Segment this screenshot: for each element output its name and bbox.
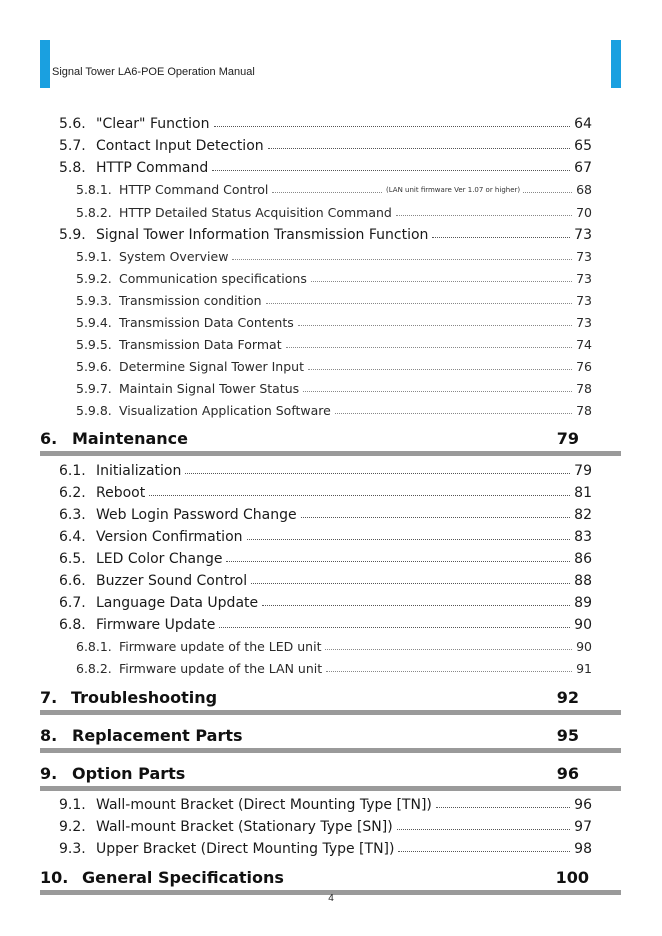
entry-number: 5.9.7.	[76, 381, 112, 396]
dot-leader	[268, 148, 571, 149]
toc-entry-5-9-2[interactable]	[76, 271, 592, 286]
toc-chapter-7[interactable]	[40, 688, 621, 714]
entry-number: 6.1.	[59, 463, 86, 479]
dot-leader	[262, 605, 570, 606]
toc-entry-5-7[interactable]	[59, 138, 592, 154]
entry-title: Transmission condition	[119, 293, 262, 308]
toc-entry-6-4[interactable]	[59, 529, 592, 545]
chapter-divider	[40, 451, 621, 456]
entry-number: 9.1.	[59, 797, 86, 813]
dot-leader	[335, 413, 572, 414]
dot-leader	[308, 369, 572, 370]
chapter-divider	[40, 710, 621, 715]
chapter-page: 79	[556, 429, 579, 448]
dot-leader	[212, 170, 570, 171]
entry-number: 6.7.	[59, 595, 86, 611]
dot-leader	[185, 473, 570, 474]
document-title: Signal Tower LA6-POE Operation Manual	[52, 66, 255, 78]
toc-chapter-6[interactable]	[40, 429, 621, 455]
header-panel	[50, 40, 611, 88]
entry-number: 5.8.1.	[76, 182, 112, 197]
toc-entry-5-9-8[interactable]	[76, 403, 592, 418]
dot-leader	[396, 215, 572, 216]
dot-leader	[436, 807, 570, 808]
chapter-number: 9.	[40, 764, 58, 783]
page-number: 4	[328, 893, 334, 904]
entry-title: Web Login Password Change	[96, 507, 297, 523]
toc-entry-5-9-7[interactable]	[76, 381, 592, 396]
toc-entry-6-2[interactable]	[59, 485, 592, 501]
entry-title: Language Data Update	[96, 595, 259, 611]
toc-entry-6-6[interactable]	[59, 573, 592, 589]
entry-title: Communication specifications	[119, 271, 307, 286]
entry-title: HTTP Detailed Status Acquisition Command	[119, 205, 392, 220]
entry-title: Transmission Data Format	[119, 337, 282, 352]
entry-number: 5.9.4.	[76, 315, 112, 330]
chapter-title: General Specifications	[82, 868, 284, 887]
entry-number: 6.8.1.	[76, 639, 112, 654]
entry-page: 90	[574, 617, 592, 633]
entry-title: Firmware update of the LAN unit	[119, 661, 323, 676]
entry-title: Transmission Data Contents	[119, 315, 294, 330]
dot-leader	[226, 561, 570, 562]
entry-page: 73	[576, 271, 592, 286]
entry-page: 96	[574, 797, 592, 813]
toc-entry-5-6[interactable]	[59, 116, 592, 132]
entry-number: 6.8.	[59, 617, 86, 633]
toc-entry-5-8-2[interactable]	[76, 205, 592, 220]
chapter-title: Troubleshooting	[71, 688, 218, 707]
chapter-number: 7.	[40, 688, 58, 707]
entry-title: Signal Tower Information Transmission Function	[96, 227, 429, 243]
entry-page: 73	[574, 227, 592, 243]
dot-leader	[301, 517, 571, 518]
entry-title: Upper Bracket (Direct Mounting Type [TN])	[96, 841, 395, 857]
entry-number: 6.2.	[59, 485, 86, 501]
toc-entry-6-8-2[interactable]	[76, 661, 592, 676]
toc-chapter-9[interactable]	[40, 764, 621, 790]
entry-page: 73	[576, 315, 592, 330]
entry-title: LED Color Change	[96, 551, 223, 567]
toc-entry-6-1[interactable]	[59, 463, 592, 479]
entry-page: 83	[574, 529, 592, 545]
entry-page: 70	[576, 205, 592, 220]
entry-page: 91	[576, 661, 592, 676]
entry-number: 5.9.2.	[76, 271, 112, 286]
dot-leader	[219, 627, 570, 628]
entry-page: 73	[576, 249, 592, 264]
chapter-divider	[40, 748, 621, 753]
entry-page: 74	[576, 337, 592, 352]
dot-leader	[232, 259, 572, 260]
toc-entry-5-9-6[interactable]	[76, 359, 592, 374]
toc-entry-6-5[interactable]	[59, 551, 592, 567]
entry-number: 6.4.	[59, 529, 86, 545]
toc-entry-6-8-1[interactable]	[76, 639, 592, 654]
entry-number: 5.9.8.	[76, 403, 112, 418]
dot-leader	[398, 851, 570, 852]
entry-number: 5.6.	[59, 116, 86, 132]
entry-number: 5.8.	[59, 160, 86, 176]
chapter-page: 95	[556, 726, 579, 745]
chapter-page: 92	[556, 688, 579, 707]
dot-leader	[326, 671, 572, 672]
entry-number: 5.9.6.	[76, 359, 112, 374]
entry-title: System Overview	[119, 249, 229, 264]
entry-page: 90	[576, 639, 592, 654]
entry-title: Initialization	[96, 463, 182, 479]
entry-page: 65	[574, 138, 592, 154]
entry-title: Reboot	[96, 485, 146, 501]
toc-entry-9-2[interactable]	[59, 819, 592, 835]
toc-entry-5-9[interactable]	[59, 227, 592, 243]
chapter-page: 100	[555, 868, 589, 887]
entry-title: HTTP Command Control	[119, 182, 269, 197]
dot-leader	[247, 539, 571, 540]
entry-page: 73	[576, 293, 592, 308]
entry-number: 6.8.2.	[76, 661, 112, 676]
chapter-number: 10.	[40, 868, 69, 887]
chapter-title: Replacement Parts	[72, 726, 243, 745]
entry-number: 5.9.5.	[76, 337, 112, 352]
entry-title: "Clear" Function	[96, 116, 210, 132]
toc-entry-5-8[interactable]	[59, 160, 592, 176]
chapter-number: 8.	[40, 726, 58, 745]
toc-entry-6-7[interactable]	[59, 595, 592, 611]
dot-leader	[325, 649, 572, 650]
toc-entry-6-3[interactable]	[59, 507, 592, 523]
entry-page: 97	[574, 819, 592, 835]
entry-title: Determine Signal Tower Input	[119, 359, 304, 374]
entry-page: 68	[576, 182, 592, 197]
dot-leader	[251, 583, 570, 584]
entry-number: 6.3.	[59, 507, 86, 523]
chapter-title: Maintenance	[72, 429, 189, 448]
entry-number: 6.6.	[59, 573, 86, 589]
chapter-page: 96	[556, 764, 579, 783]
chapter-number: 6.	[40, 429, 58, 448]
entry-page: 81	[574, 485, 592, 501]
dot-leader	[286, 347, 573, 348]
entry-title: Contact Input Detection	[96, 138, 264, 154]
dot-leader	[298, 325, 572, 326]
dot-leader	[432, 237, 570, 238]
dot-leader	[397, 829, 570, 830]
entry-page: 88	[574, 573, 592, 589]
entry-number: 5.8.2.	[76, 205, 112, 220]
chapter-title: Option Parts	[72, 764, 186, 783]
entry-title: Maintain Signal Tower Status	[119, 381, 300, 396]
toc-chapter-10[interactable]	[40, 868, 621, 894]
entry-page: 78	[576, 381, 592, 396]
toc-entry-5-9-5[interactable]	[76, 337, 592, 352]
entry-page: 64	[574, 116, 592, 132]
dot-leader	[214, 126, 571, 127]
toc-entry-5-9-4[interactable]	[76, 315, 592, 330]
toc-entry-5-9-3[interactable]	[76, 293, 592, 308]
entry-page: 89	[574, 595, 592, 611]
entry-number: 6.5.	[59, 551, 86, 567]
dot-leader	[266, 303, 573, 304]
entry-title: Wall-mount Bracket (Direct Mounting Type [TN])	[96, 797, 432, 813]
entry-title: HTTP Command	[96, 160, 209, 176]
entry-number: 5.9.	[59, 227, 86, 243]
entry-page: 82	[574, 507, 592, 523]
header-bar	[40, 40, 621, 88]
entry-page: 86	[574, 551, 592, 567]
entry-number: 9.2.	[59, 819, 86, 835]
dot-leader	[149, 495, 570, 496]
toc-entry-5-9-1[interactable]	[76, 249, 592, 264]
entry-page: 76	[576, 359, 592, 374]
entry-title: Version Confirmation	[96, 529, 243, 545]
entry-title: Firmware Update	[96, 617, 216, 633]
toc-entry-6-8[interactable]	[59, 617, 592, 633]
dot-leader	[311, 281, 572, 282]
entry-title: Visualization Application Software	[119, 403, 331, 418]
dot-leader	[303, 391, 572, 392]
toc-chapter-8[interactable]	[40, 726, 621, 752]
entry-number: 9.3.	[59, 841, 86, 857]
entry-page: 98	[574, 841, 592, 857]
entry-number: 5.9.3.	[76, 293, 112, 308]
chapter-divider	[40, 786, 621, 791]
entry-page: 79	[574, 463, 592, 479]
toc-entry-9-1[interactable]	[59, 797, 592, 813]
entry-page: 78	[576, 403, 592, 418]
entry-number: 5.9.1.	[76, 249, 112, 264]
toc-entry-9-3[interactable]	[59, 841, 592, 857]
entry-title: Wall-mount Bracket (Stationary Type [SN])	[96, 819, 393, 835]
entry-number: 5.7.	[59, 138, 86, 154]
firmware-version-note: (LAN unit firmware Ver 1.07 or higher)	[383, 186, 523, 194]
entry-title: Buzzer Sound Control	[96, 573, 248, 589]
entry-title: Firmware update of the LED unit	[119, 639, 322, 654]
entry-page: 67	[574, 160, 592, 176]
